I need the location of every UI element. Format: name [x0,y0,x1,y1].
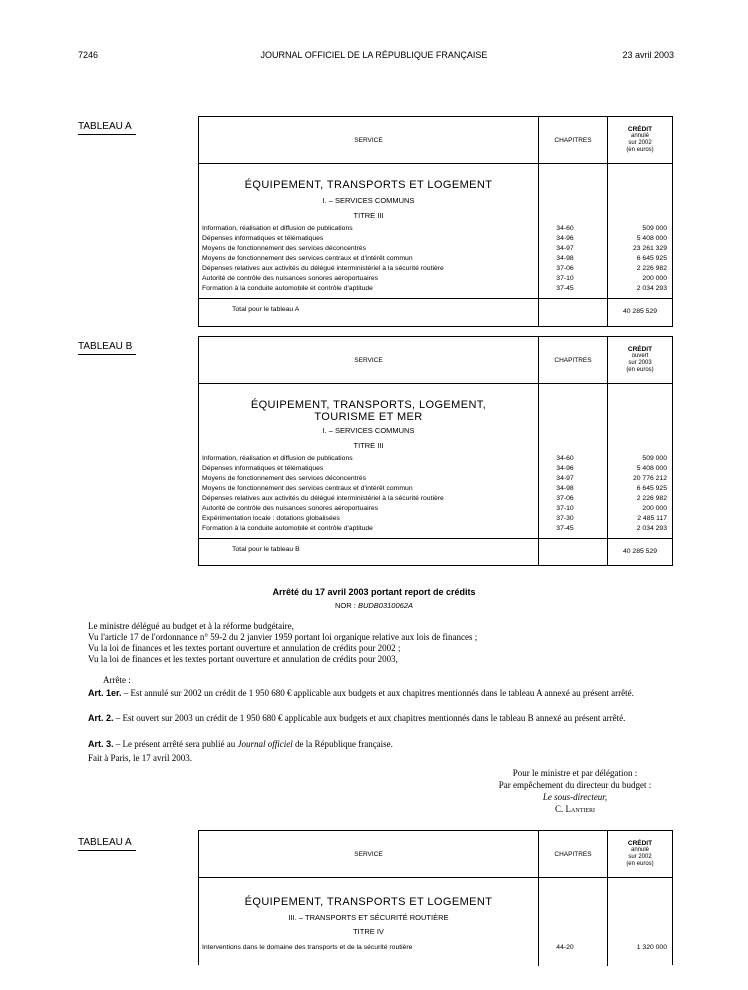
titre-label: TITRE III [353,211,384,220]
ministry-title: ÉQUIPEMENT, TRANSPORTS ET LOGEMENT [244,179,493,191]
article-label: Art. 2. [88,713,114,723]
row-label: Moyens de fonctionnement des services centraux et d'intérêt commun [202,254,537,264]
row-chapitre: 34-98 [556,485,574,492]
row-chapitre: 34-96 [556,235,574,242]
credit-line: CRÉDIT [627,840,653,847]
row-chapitre: 37-10 [556,505,574,512]
credit-line: annulé [630,133,650,139]
row-amount: 200 000 [642,275,667,282]
table-b [198,336,673,566]
journal-title: JOURNAL OFFICIEL DE LA RÉPUBLIQUE FRANÇAISE [260,50,488,60]
row-amount: 2 034 293 [636,525,667,532]
row-chapitre: 37-45 [556,525,574,532]
row-chapitre: 34-98 [556,255,574,262]
signature-line: Par empêchement du directeur du budget : [498,780,652,790]
credit-line: sur 2003 [628,360,652,366]
row-chapitre: 34-60 [556,455,574,462]
article-text: – Est annulé sur 2002 un crédit de 1 950 680 € applicable aux budgets et aux chapitres mentionnés dans le tableau A annexé au présent arrêté. [121,688,634,698]
table-label-a-2: TABLEAU A [78,837,136,851]
row-chapitre: 37-30 [556,515,574,522]
row-label: Moyens de fonctionnement des services centraux et d'intérêt commun [202,484,537,494]
nor-prefix: NOR : [335,601,358,610]
intro-line: Vu l'article 17 de l'ordonnance n° 59-2 du 2 janvier 1959 portant loi organique relative aux lois de finances ; [88,632,478,642]
row-label: Information, réalisation et diffusion de publications [202,454,537,464]
article-3 [88,739,676,750]
credit-line: ouvert [631,353,649,359]
table-label-a: TABLEAU A [78,121,136,135]
arrete-word: Arrête : [103,675,131,685]
row-amount: 5 408 000 [636,235,667,242]
article-label: Art. 1er. [88,688,122,698]
row-chapitre: 34-60 [556,225,574,232]
row-amount: 509 000 [642,455,667,462]
row-amount: 5 408 000 [636,465,667,472]
col-chapitres: CHAPITRES [554,850,592,858]
col-chapitres: CHAPITRES [554,356,592,364]
credit-line: (en euros) [626,861,654,867]
row-label: Dépenses relatives aux activités du délégué interministériel à la sécurité routière [202,264,537,274]
table-a-2 [198,830,673,965]
ministry-title: ÉQUIPEMENT, TRANSPORTS ET LOGEMENT [244,896,493,908]
row-chapitre: 37-06 [556,495,574,502]
section-title: I. – SERVICES COMMUNS [322,196,415,205]
nor-code: BUDB0310062A [357,601,413,610]
total-amount: 40 285 529 [622,548,658,555]
credit-line: sur 2002 [628,140,652,146]
row-amount: 200 000 [642,505,667,512]
row-amount: 6 645 925 [636,485,667,492]
article-text: – Le présent arrêté sera publié au [113,739,238,749]
intro-line: Vu la loi de finances et les textes portant ouverture et annulation de crédits pour 2002 ; [88,643,401,653]
row-amount: 1 320 000 [636,944,667,951]
total-row: Total pour le tableau B 40 285 529 [199,538,672,566]
titre-label: TITRE III [353,441,384,450]
ministry-title-2: TOURISME ET MER [314,411,423,423]
credit-line: CRÉDIT [627,126,653,133]
section-title: I. – SERVICES COMMUNS [322,426,415,435]
issue-date: 23 avril 2003 [622,50,674,60]
article-2 [78,713,676,724]
signature-title: Le sous-directeur, [542,792,608,802]
row-label: Autorité de contrôle des nuisances sonores aéroportuaires [202,274,537,284]
col-chapitres: CHAPITRES [554,136,592,144]
titre-label: TITRE IV [353,927,384,936]
row-amount: 2 034 293 [636,285,667,292]
row-amount: 2 485 117 [637,515,667,522]
row-chapitre: 34-97 [556,475,574,482]
arrete-title: Arrêté du 17 avril 2003 portant report de crédits [272,587,476,597]
row-label: Interventions dans le domaine des transports et de la sécurité routière [202,943,537,953]
row-chapitre: 37-45 [556,285,574,292]
col-credit [608,117,672,163]
row-amount: 509 000 [642,225,667,232]
article-label: Art. 3. [88,739,114,749]
row-amount: 2 226 982 [636,495,667,502]
article-text: de la République française. [292,739,393,749]
row-label: Moyens de fonctionnement des services déconcentrés [202,474,537,484]
signature-line: Pour le ministre et par délégation : [512,768,638,778]
fait-line: Fait à Paris, le 17 avril 2003. [88,753,192,763]
intro-line: Le ministre délégué au budget et à la réforme budgétaire, [88,621,294,631]
row-label: Moyens de fonctionnement des services déconcentrés [202,244,537,254]
section-title: III. – TRANSPORTS ET SÉCURITÉ ROUTIÈRE [288,913,449,922]
intro-line: Vu la loi de finances et les textes portant ouverture et annulation de crédits pour 2003, [88,654,398,664]
total-row: Total pour le tableau A 40 285 529 [199,298,672,327]
total-amount: 40 285 529 [622,308,658,315]
row-amount: 23 261 329 [632,245,667,252]
ministry-title: ÉQUIPEMENT, TRANSPORTS, LOGEMENT, [250,399,487,411]
signatory-name: C. Lantieri [555,804,595,814]
row-chapitre: 44-20 [556,944,574,951]
nor-line [0,601,748,610]
row-label: Formation à la conduite automobile et contrôle d'aptitude [202,524,537,534]
row-amount: 6 645 925 [636,255,667,262]
row-label: Information, réalisation et diffusion de publications [202,224,537,234]
row-chapitre: 37-06 [556,265,574,272]
col-credit [608,831,672,877]
row-label: Dépenses relatives aux activités du délégué interministériel à la sécurité routière [202,494,537,504]
credit-line: (en euros) [626,147,654,153]
credit-line: (en euros) [626,367,654,373]
article-text: – Est ouvert sur 2003 un crédit de 1 950 680 € applicable aux budgets et aux chapitres mentionnés dans le tableau B annexé au présent arrêté. [113,713,626,723]
table-a [198,116,673,327]
row-chapitre: 37-10 [556,275,574,282]
col-credit [608,337,672,383]
journal-name: Journal officiel [237,739,293,749]
row-chapitre: 34-96 [556,465,574,472]
row-label: Expérimentation locale : dotations globalisées [202,514,537,524]
row-chapitre: 34-97 [556,245,574,252]
row-label: Autorité de contrôle des nuisances sonores aéroportuaires [202,504,537,514]
credit-line: sur 2002 [628,854,652,860]
article-1 [78,688,676,699]
credit-line: annulé [630,847,650,853]
col-service: SERVICE [354,850,383,858]
table-label-b: TABLEAU B [78,341,136,355]
row-label: Dépenses informatiques et télématiques [202,464,537,474]
row-label: Formation à la conduite automobile et contrôle d'aptitude [202,284,537,294]
credit-line: CRÉDIT [627,346,653,353]
row-amount: 2 226 982 [636,265,667,272]
row-label: Dépenses informatiques et télématiques [202,234,537,244]
page-number: 7246 [78,50,99,60]
row-amount: 20 776 212 [632,475,667,482]
col-service: SERVICE [354,356,383,364]
col-service: SERVICE [354,136,383,144]
